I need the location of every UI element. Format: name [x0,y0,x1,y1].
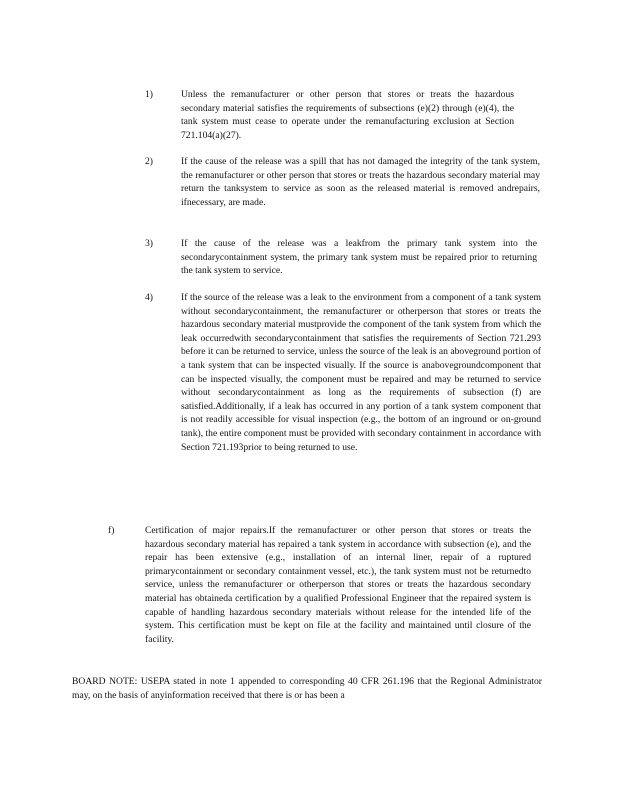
item-1-number: 1) [145,89,153,100]
section-f-text: Certification of major repairs.If the remanufacturer or other person that stores or treats the hazardous secondary material has repaired a tank system in accordance with subsection (e), and the repair has been extensive (e.g., installation of an internal liner, repair of a ruptured primarycontainment or secondary containment vessel, etc.), the tank system must not be returnedto service, unless the remanufacturer or otherperson that stores or treats the hazardous secondary material has obtaineda certification by a qualified Professional Engineer that the repaired system is capable of handling hazardous secondary materials without release for the intended life of the system. This certification must be kept on file at the facility and maintained until closure of the facility. [145,525,531,645]
item-3-number: 3) [145,238,153,249]
item-2-text: If the cause of the release was a spill that has not damaged the integrity of the tank system, the remanufacturer or other person that stores or treats the hazardous secondary material may return the tanksystem to service as soon as the released material is removed andrepairs, ifnecessary, are made. [181,156,540,208]
item-1-text: Unless the remanufacturer or other person that stores or treats the hazardous secondary material satisfies the requirements of subsections (e)(2) through (e)(4), the tank system must cease to operate under the remanufacturing exclusion at Section 721.104(a)(27). [181,89,514,141]
item-2-number: 2) [145,156,153,167]
item-4-number: 4) [145,292,153,303]
item-4-text: If the source of the release was a leak to the environment from a component of a tank system without secondarycontainment, the remanufacturer or otherperson that stores or treats the hazardous secondary material mustprovide the component of the tank system from which the leak occurredwith secondarycontainment that satisfies the requirements of Section 721.293 before it can be returned to service, unless the source of the leak is an aboveground portion of a tank system that can be inspected visually. If the source is anabovegroundcomponent that can be inspected visually, the component must be repaired and may be returned to service without secondarycontainment as long as the requirements of subsection (f) are satisfied.Additionally, if a leak has occurred in any portion of a tank system component that is not readily accessible for visual inspection (e.g., the bottom of an inground or on-ground tank), the entire component must be provided with secondary containment in accordance with Section 721.193prior to being returned to use. [181,292,541,453]
section-f-label: f) [108,525,115,536]
item-3-text: If the cause of the release was a leakfrom the primary tank system into the secondarycontainment system, the primary tank system must be repaired prior to returning the tank system to service. [181,238,537,277]
board-note: BOARD NOTE: USEPA stated in note 1 appended to corresponding 40 CFR 261.196 that the Regional Administrator may, on the basis of anyinformation received that there is or has been a [72,676,542,701]
